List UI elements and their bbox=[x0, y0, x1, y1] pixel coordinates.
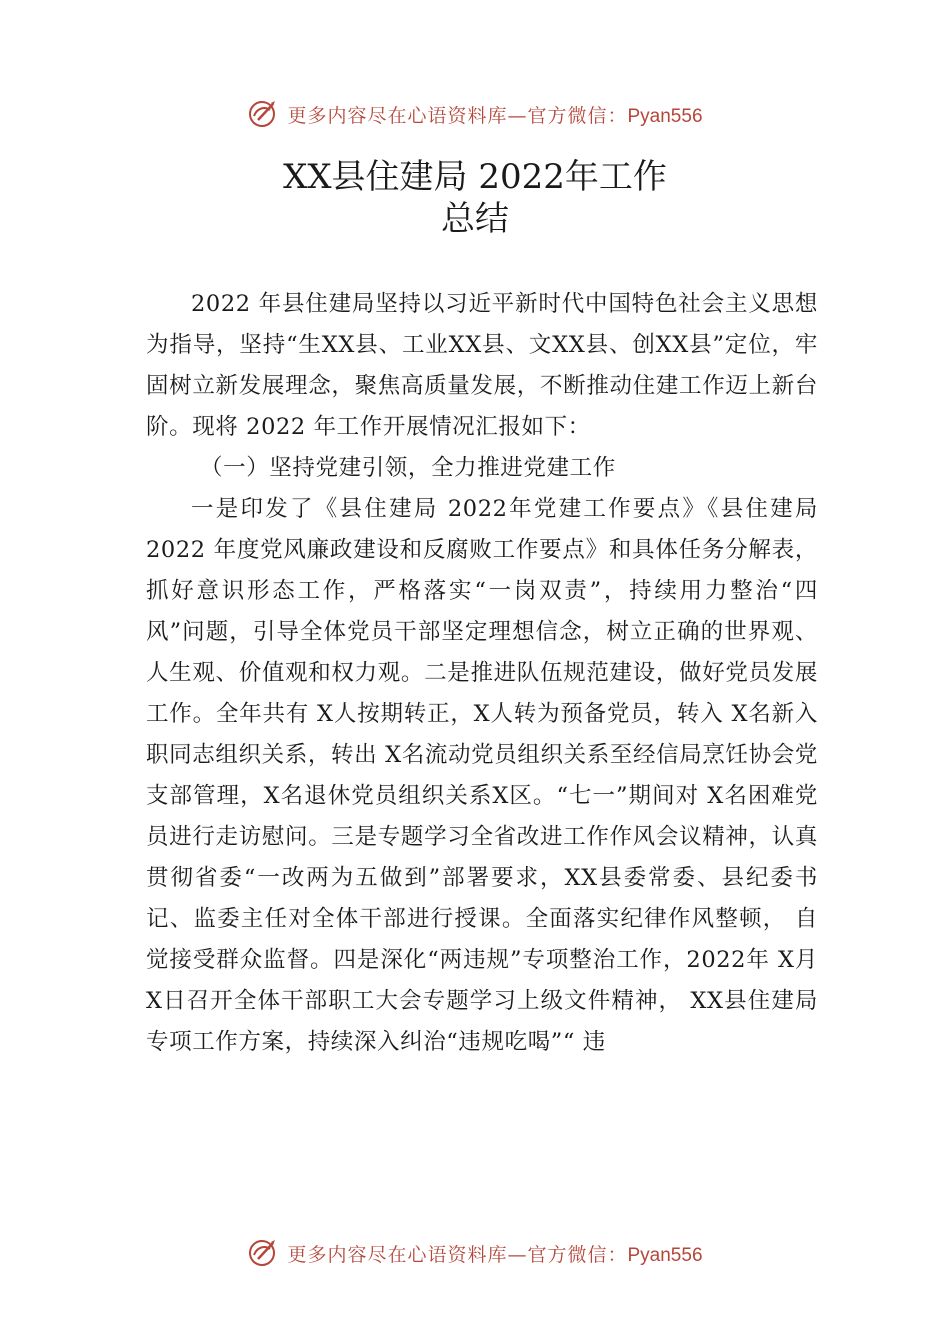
watermark-logo-icon bbox=[247, 1237, 279, 1269]
section-heading: （一）坚持党建引领，全力推进党建工作 bbox=[200, 455, 616, 481]
intro-paragraph: 2022 年县住建局坚持以习近平新时代中国特色社会主义思想为指导，坚持“生XX县、工业XX县、文XX县、创XX县”定位，牢固树立新发展理念，聚焦高质量发展，不断推动住建工作迈上新台阶。现将 2022 年工作开展情况汇报如下： bbox=[146, 291, 818, 440]
watermark-banner-bottom bbox=[0, 1233, 950, 1273]
watermark-logo-icon bbox=[247, 98, 279, 130]
section-paragraph: 一是印发了《县住建局 2022年党建工作要点》《县住建局 2022 年度党风廉政建设和反腐败工作要点》和具体任务分解表，抓好意识形态工作，严格落实“一岗双责”，持续用力整治“四风”问题，引导全体党员干部坚定理想信念，树立正确的世界观、人生观、价值观和权力观。二是推进队伍规范建设，做好党员发展工作。全年共有 X人按期转正，X人转为预备党员，转入 X名新入职同志组织关系，转出 X名流动党员组织关系至经信局烹饪协会党支部管理，X名退休党员组织关系X区。“七一”期间对 X名困难党员进行走访慰问。三是专题学习全省改进工作作风会议精神，认真贯彻省委“一改两为五做到”部署要求，XX县委常委、县纪委书记、监委主任对全体干部进行授课。全面落实纪律作风整顿， 自觉接受群众监督。四是深化“两违规”专项整治工作，2022年 X月 X日召开全体干部职工大会专题学习上级文件精神， XX县住建局专项工作方案，持续深入纠治“违规吃喝”“ 违 bbox=[146, 496, 818, 1055]
watermark-text: 更多内容尽在心语资料库—官方微信：Pyan556 bbox=[287, 1243, 703, 1266]
watermark-banner-top bbox=[0, 94, 950, 134]
document-body bbox=[146, 284, 818, 1063]
document-title: XX县住建局 2022年工作 bbox=[283, 157, 667, 197]
document-title-continued: 总结 bbox=[441, 199, 509, 239]
watermark-text: 更多内容尽在心语资料库—官方微信：Pyan556 bbox=[287, 104, 703, 127]
